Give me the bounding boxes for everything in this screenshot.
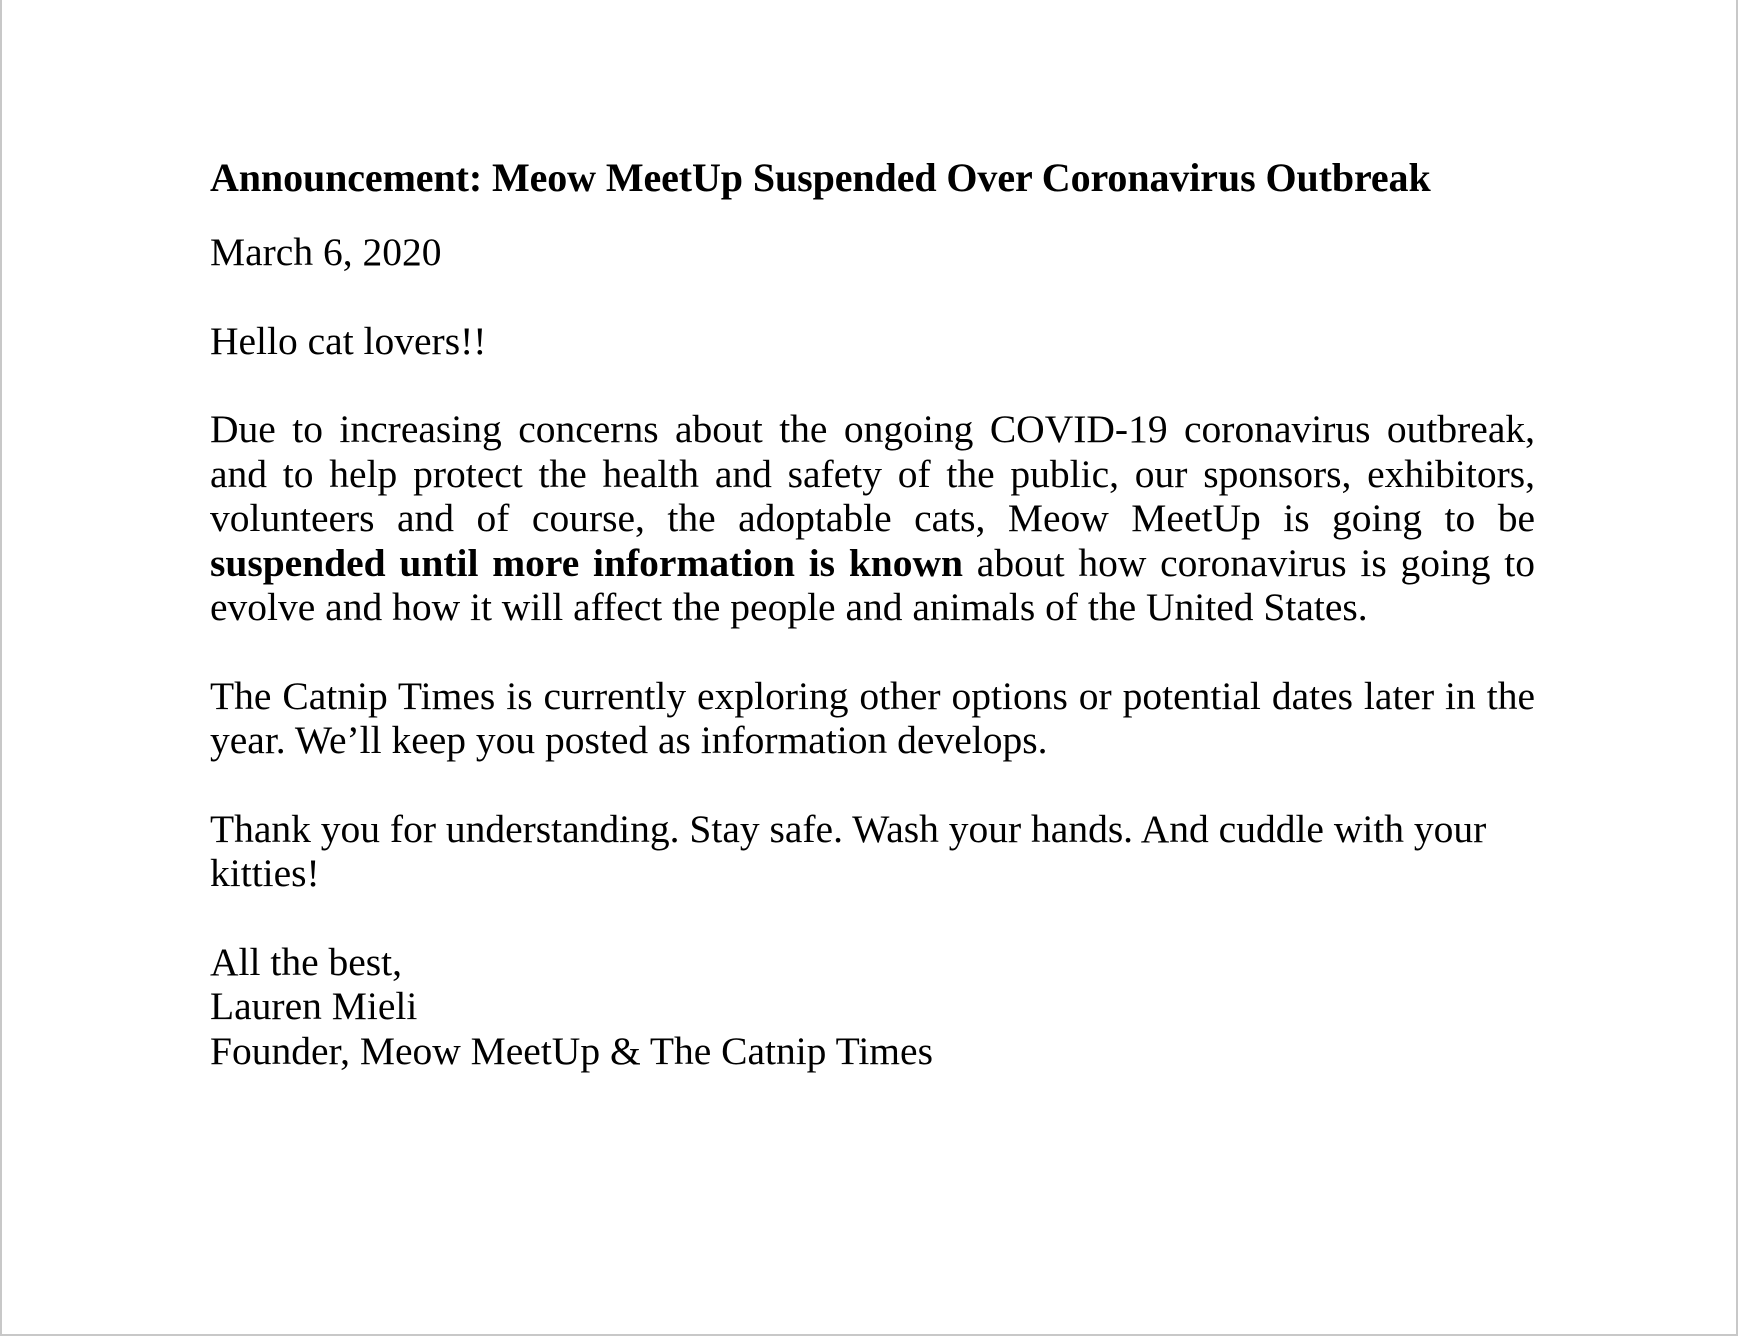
- document-date: March 6, 2020: [210, 230, 442, 274]
- signoff-closing: All the best,: [210, 939, 402, 984]
- paragraph-suspension-text-end: about how coronavirus is going to evolve and how it will affect the people and animals of the United States.: [210, 540, 1535, 629]
- greeting: Hello cat lovers!!: [210, 318, 487, 363]
- document-title: Announcement: Meow MeetUp Suspended Over Coronavirus Outbreak: [210, 155, 1431, 200]
- paragraph-future-plans: The Catnip Times is currently exploring other options or potential dates later in the year. We’ll keep you posted as information develops.: [210, 673, 1535, 762]
- signoff-name: Lauren Mieli: [210, 984, 418, 1028]
- paragraph-suspension-notice: [210, 407, 1535, 630]
- signoff-block: [210, 940, 1535, 1074]
- paragraph-suspension-text-start: Due to increasing concerns about the ongoing COVID-19 coronavirus outbreak, and to help protect the health and safety of the public, our sponsors, exhibitors, volunteers and of course, the adoptable cats, Meow MeetUp is going to be: [210, 407, 1535, 540]
- paragraph-suspension-emphasis: suspended until more information is known: [210, 540, 964, 585]
- signoff-role: Founder, Meow MeetUp & The Catnip Times: [210, 1028, 933, 1073]
- paragraph-thanks: Thank you for understanding. Stay safe. Wash your hands. And cuddle with your kitties!: [210, 806, 1487, 895]
- document-body: [210, 150, 1535, 1073]
